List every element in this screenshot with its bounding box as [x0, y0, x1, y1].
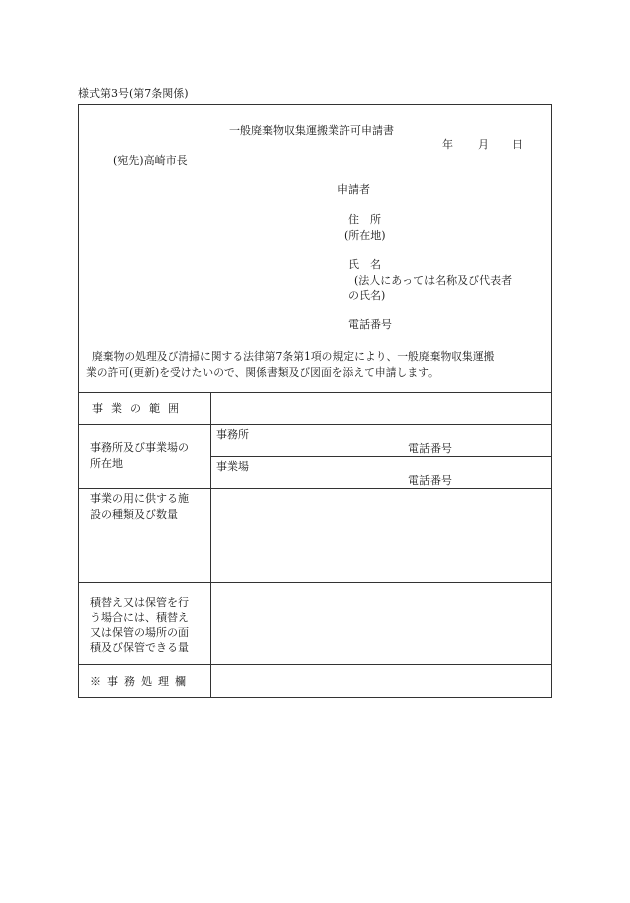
storage-label-line-1: 積替え又は保管を行: [90, 596, 189, 609]
addressee: (宛先)高崎市長: [113, 154, 188, 167]
storage-input-cell[interactable]: [211, 583, 551, 664]
storage-label-line-2: う場合には、積替え: [90, 611, 189, 624]
facilities-label-line-1: 事業の用に供する施: [90, 492, 189, 505]
row-rule-1: [78, 424, 552, 425]
applicant-heading: 申請者: [337, 183, 370, 196]
date-year-label: 年: [442, 138, 453, 151]
date-day-label: 日: [512, 138, 523, 151]
date-month-label: 月: [478, 138, 489, 151]
body-text-line-1: 廃棄物の処理及び清掃に関する法律第7条第1項の規定により、一般廃棄物収集運搬: [92, 350, 495, 363]
site-phone-label: 電話番号: [408, 474, 452, 487]
phone-label: 電話番号: [348, 318, 392, 331]
facilities-input-cell[interactable]: [211, 489, 551, 582]
row-rule-4: [78, 664, 552, 665]
facilities-label-line-2: 設の種類及び数量: [90, 508, 178, 521]
office-use-label: ※事務処理欄: [90, 675, 192, 688]
storage-label-line-4: 積及び保管できる量: [90, 641, 189, 654]
body-text-line-2: 業の許可(更新)を受けたいので、関係書類及び図面を添えて申請します。: [86, 366, 439, 379]
scope-input-cell[interactable]: [211, 393, 551, 424]
office-phone-label: 電話番号: [408, 442, 452, 455]
form-number-label: 様式第3号(第7条関係): [78, 87, 189, 100]
name-note-line-1: (法人にあっては名称及び代表者: [354, 274, 513, 287]
storage-label-line-3: 又は保管の場所の面: [90, 626, 189, 639]
address-sub-label: (所在地): [344, 229, 386, 242]
address-label: 住 所: [348, 213, 381, 226]
document-title: 一般廃棄物収集運搬業許可申請書: [229, 124, 394, 137]
row-rule-office-site: [210, 456, 552, 457]
location-label-line-1: 事務所及び事業場の: [90, 441, 189, 454]
scope-label: 事業の範囲: [92, 402, 187, 415]
name-note-line-2: の氏名): [348, 289, 386, 302]
name-label: 氏 名: [348, 258, 381, 271]
location-label-line-2: 所在地: [90, 457, 123, 470]
site-label: 事業場: [216, 460, 249, 473]
office-label: 事務所: [216, 428, 249, 441]
